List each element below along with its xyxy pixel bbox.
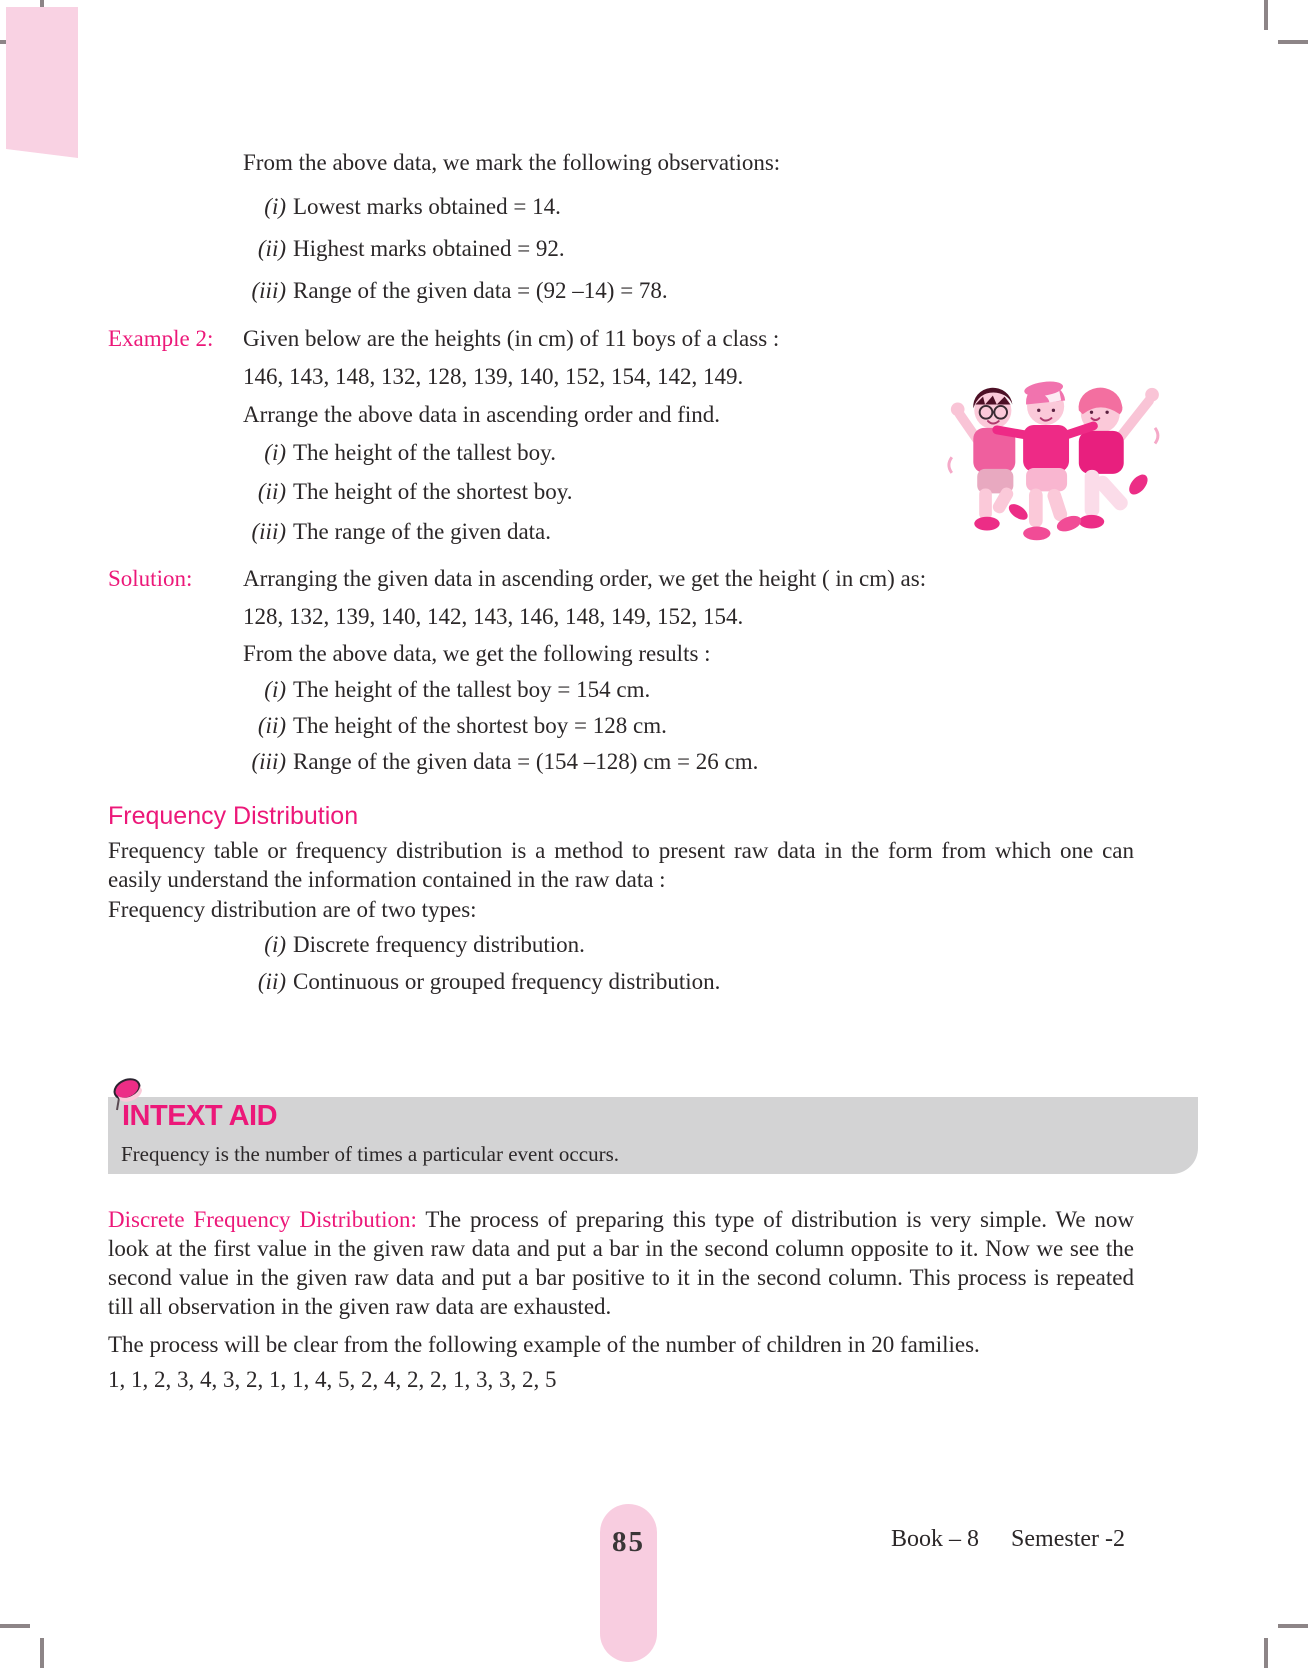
discrete-heading: Discrete Frequency Distribution: <box>108 1207 417 1232</box>
solution-line: From the above data, we get the following results : <box>243 641 711 666</box>
semester-label: Semester -2 <box>1011 1526 1125 1552</box>
item-text: The height of the tallest boy. <box>293 440 556 465</box>
item-text: Discrete frequency distribution. <box>293 932 585 957</box>
list-item <box>212 749 758 775</box>
item-number: (ii) <box>257 236 286 261</box>
item-text: Range of the given data = (92 –14) = 78. <box>293 278 668 303</box>
item-text: Highest marks obtained = 92. <box>293 236 565 261</box>
intext-aid-text: Frequency is the number of times a particular event occurs. <box>121 1142 619 1166</box>
book-label: Book – 8 <box>891 1526 980 1552</box>
intext-aid-title: INTEXT AID <box>122 1100 278 1132</box>
frequency-types-line: Frequency distribution are of two types: <box>108 897 477 922</box>
list-item <box>212 519 551 545</box>
item-number: (iii) <box>251 519 286 544</box>
crop-mark-bottom-left-h <box>0 1624 30 1628</box>
page-number: 85 <box>612 1526 645 1558</box>
list-item <box>212 677 650 703</box>
three-boys-illustration <box>932 340 1167 550</box>
item-number: (i) <box>264 932 286 957</box>
children-data-line: 1, 1, 2, 3, 4, 3, 2, 1, 1, 4, 5, 2, 4, 2, 2, 1, 3, 3, 2, 5 <box>108 1367 557 1392</box>
list-item <box>212 236 565 262</box>
list-item <box>212 932 585 958</box>
discrete-body-text: The process of preparing this type of distribution is very simple. We now look at the first value in the given raw data and put a bar in the second column opposite to it. Now we see the second value in the given raw data and put a bar positive to it in the second column. This process is repeated till all observation in the given raw data are exhausted. <box>108 1207 1134 1319</box>
crop-mark-bottom-right-v <box>1264 1638 1268 1668</box>
list-item <box>212 479 573 505</box>
item-number: (ii) <box>257 479 286 504</box>
example-line: Arrange the above data in ascending order and find. <box>243 402 721 427</box>
example-line: Given below are the heights (in cm) of 11 boys of a class : <box>243 326 780 351</box>
crop-mark-top-right-v <box>1264 0 1268 30</box>
item-number: (i) <box>264 194 286 219</box>
frequency-paragraph: Frequency table or frequency distribution is a method to present raw data in the form from which one can easily understand the information contained in the raw data : <box>108 838 1134 892</box>
boy-pink-hair <box>1079 388 1159 529</box>
section-heading: Frequency Distribution <box>108 802 359 830</box>
crop-mark-bottom-left-v <box>40 1638 44 1668</box>
solution-label: Solution: <box>108 566 193 591</box>
item-number: (ii) <box>257 713 286 738</box>
item-text: The height of the shortest boy = 128 cm. <box>293 713 667 738</box>
item-number: (i) <box>264 677 286 702</box>
example-label: Example 2: <box>108 326 214 351</box>
example-data-line: 146, 143, 148, 132, 128, 139, 140, 152, 154, 142, 149. <box>243 364 744 389</box>
item-text: Lowest marks obtained = 14. <box>293 194 561 219</box>
list-item <box>212 713 667 739</box>
list-item <box>212 440 556 466</box>
page-corner-ribbon <box>6 7 78 158</box>
boy-glasses <box>949 388 1031 531</box>
item-text: The height of the tallest boy = 154 cm. <box>293 677 651 702</box>
item-text: The height of the shortest boy. <box>293 479 573 504</box>
discrete-paragraph <box>108 1205 1134 1321</box>
item-text: Continuous or grouped frequency distribution. <box>293 969 721 994</box>
process-line: The process will be clear from the following example of the number of children in 20 families. <box>108 1332 980 1357</box>
item-text: The range of the given data. <box>293 519 551 544</box>
solution-data-line: 128, 132, 139, 140, 142, 143, 146, 148, 149, 152, 154. <box>243 604 744 629</box>
book-footer <box>891 1526 1125 1553</box>
list-item <box>212 969 720 995</box>
crop-mark-bottom-right-h <box>1278 1624 1308 1628</box>
item-number: (iii) <box>251 278 286 303</box>
intro-lead: From the above data, we mark the following observations: <box>243 150 781 175</box>
solution-line: Arranging the given data in ascending order, we get the height ( in cm) as: <box>243 566 927 591</box>
item-number: (i) <box>264 440 286 465</box>
item-number: (ii) <box>257 969 286 994</box>
item-number: (iii) <box>251 749 286 774</box>
item-text: Range of the given data = (154 –128) cm = 26 cm. <box>293 749 759 774</box>
list-item <box>212 194 561 220</box>
crop-mark-top-right-h <box>1278 40 1308 44</box>
list-item <box>212 278 668 304</box>
